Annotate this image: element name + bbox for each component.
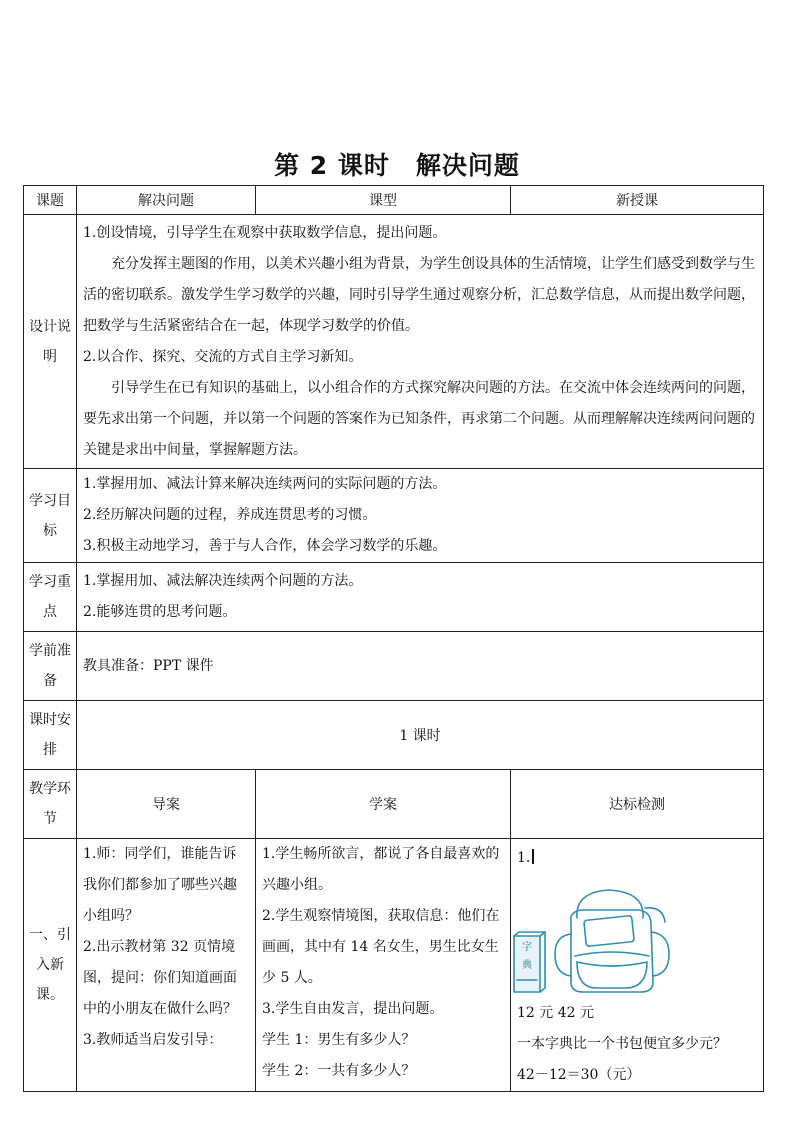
topic-value: 解决问题 [77,186,256,215]
check-number-text: 1. [517,850,531,866]
dictionary-label-1: 字 [522,942,532,953]
focus-item: 1.掌握用加、减法解决连续两个问题的方法。 [83,573,363,589]
goals-label: 学习目标 [24,469,77,563]
study-header: 学案 [256,770,511,839]
intro-study [256,839,511,1092]
design-paragraph: 1.创设情境，引导学生在观察中获取数学信息，提出问题。 [83,224,447,241]
backpack-icon [555,890,669,992]
study-item: 2.学生观察情境图，获取信息：他们在画画，其中有 14 名女生，男生比女生少 5 人。 [262,908,500,986]
check-prices: 12 元 42 元 [517,1005,594,1021]
intro-label: 一、引入新课。 [24,839,77,1092]
study-item: 1.学生畅所欲言，都说了各自最喜欢的兴趣小组。 [262,846,500,893]
dictionary-and-backpack-illustration [511,878,681,998]
row-topic [24,186,764,215]
check-header: 达标检测 [511,770,764,839]
design-paragraph: 引导学生在已有知识的基础上，以小组合作的方式探究解决问题的方法。在交流中体会连续两问的问题，要先求出第一个问题，并以第一个问题的答案作为已知条件，再求第二个问题。从而理解解决连续两问问题的关键是求出中间量，掌握解题方法。 [83,379,755,458]
study-item: 3.学生自由发言，提出问题。 [262,1001,444,1017]
schedule-label: 课时安排 [24,701,77,770]
guide-item: 2.出示教材第 32 页情境图，提问：你们知道画面中的小朋友在做什么吗？ [83,939,237,1017]
process-label: 教学环节 [24,770,77,839]
text-cursor [532,849,534,864]
row-intro [24,839,764,1092]
check-answer: 42－12＝30（元） [517,1067,641,1083]
design-paragraph: 充分发挥主题图的作用，以美术兴趣小组为背景，为学生创设具体的生活情境，让学生们感受到数学与生活的密切联系。激发学生学习数学的兴趣，同时引导学生通过观察分析，汇总数学信息，从而提出数学问题，把数学与生活紧密结合在一起，体现学习数学的价值。 [83,255,755,334]
focus-item: 2.能够连贯的思考问题。 [83,604,237,620]
guide-item: 1.师：同学们，谁能告诉我你们都参加了哪些兴趣小组吗？ [83,846,237,924]
type-label: 课型 [256,186,511,215]
row-prep [24,632,764,701]
focus-content [77,563,764,632]
row-focus [24,563,764,632]
row-process-header [24,770,764,839]
guide-item: 3.教师适当启发引导： [83,1032,223,1048]
row-schedule [24,701,764,770]
goal-item: 2.经历解决问题的过程，养成连贯思考的习惯。 [83,507,377,523]
type-value: 新授课 [511,186,764,215]
goal-item: 3.积极主动地学习，善于与人合作，体会学习数学的乐趣。 [83,538,447,554]
lesson-plan-table [23,185,764,1092]
design-content [77,215,764,469]
row-goals [24,469,764,563]
study-item: 学生 1：男生有多少人？ [262,1032,416,1048]
study-item: 学生 2：一共有多少人？ [262,1063,416,1079]
row-design [24,215,764,469]
goal-item: 1.掌握用加、减法计算来解决连续两问的实际问题的方法。 [83,476,447,492]
check-question: 一本字典比一个书包便宜多少元？ [517,1036,727,1052]
design-label: 设计说明 [24,215,77,469]
guide-header: 导案 [77,770,256,839]
topic-label: 课题 [24,186,77,215]
goals-content [77,469,764,563]
focus-label: 学习重点 [24,563,77,632]
prep-label: 学前准备 [24,632,77,701]
check-number [511,843,763,874]
prep-value: 教具准备：PPT 课件 [83,657,214,674]
schedule-value: 1 课时 [77,701,764,770]
intro-check [511,839,764,1092]
page-title: 第 2 课时 解决问题 [274,151,520,180]
prep-content [77,632,764,701]
design-paragraph: 2.以合作、探究、交流的方式自主学习新知。 [83,348,363,365]
intro-guide [77,839,256,1092]
dictionary-label-2: 典 [522,960,532,971]
